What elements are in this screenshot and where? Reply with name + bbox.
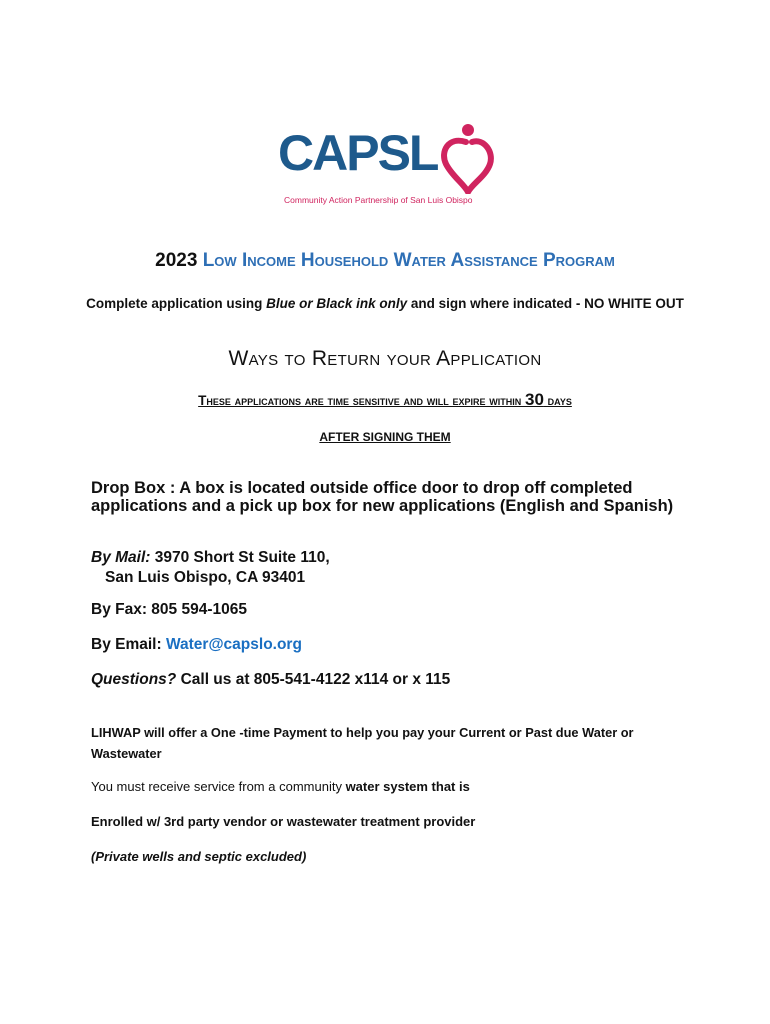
time-sensitive-notice bbox=[0, 390, 770, 410]
email-info bbox=[91, 636, 302, 654]
after-signing-text: AFTER SIGNING THEM bbox=[319, 430, 451, 444]
email-separator: : bbox=[156, 636, 166, 653]
fax-info: By Fax: 805 594-1065 bbox=[91, 601, 247, 618]
sensitive-text1: These applications are time sensitive and will expire within bbox=[198, 393, 525, 408]
mail-label: By Mail: bbox=[91, 549, 151, 566]
email-label: By Email bbox=[91, 636, 157, 653]
email-link[interactable]: Water@capslo.org bbox=[165, 636, 302, 653]
questions-info bbox=[91, 671, 450, 689]
private-wells-note: (Private wells and septic excluded) bbox=[91, 849, 307, 864]
logo-subtitle: Community Action Partnership of San Luis Obispo bbox=[284, 195, 473, 205]
mail-info bbox=[91, 548, 330, 588]
lihwap-payment-info: LIHWAP will offer a One -time Payment to help you pay your Current or Past due Water or Wastewater bbox=[91, 725, 634, 761]
title-program: Low Income Household Water Assistance Program bbox=[202, 250, 615, 271]
instr-part1: Complete application using bbox=[86, 296, 267, 311]
enrolled-requirement: Enrolled w/ 3rd party vendor or wastewater treatment provider bbox=[91, 814, 476, 829]
questions-text: Call us at 805-541-4122 x114 or x 115 bbox=[176, 671, 451, 688]
sensitive-text2: days bbox=[543, 393, 572, 408]
mail-line2: San Luis Obispo, CA 93401 bbox=[105, 569, 306, 586]
service-requirement bbox=[91, 779, 470, 794]
title-year: 2023 bbox=[155, 250, 198, 271]
page-title bbox=[0, 250, 770, 272]
service-bold: water system that is bbox=[345, 779, 470, 794]
heart-hands-icon bbox=[438, 122, 494, 194]
ways-heading: Ways to Return your Application bbox=[228, 347, 542, 370]
mail-line1: 3970 Short St Suite 110, bbox=[150, 549, 330, 566]
questions-label: Questions? bbox=[91, 671, 177, 688]
capslo-logo bbox=[278, 122, 493, 212]
logo-wordmark: CAPSL bbox=[278, 125, 438, 181]
sensitive-days: 30 bbox=[525, 390, 544, 409]
ink-instructions bbox=[80, 293, 690, 314]
drop-box-info: Drop Box : A box is located outside office door to drop off completed applications and a pick up box for new applications (English and Spanish) bbox=[91, 479, 674, 515]
instr-emphasis: Blue or Black ink only bbox=[266, 296, 408, 311]
instr-part2: and sign where indicated - NO WHITE OUT bbox=[407, 296, 684, 311]
service-normal: You must receive service from a community bbox=[91, 779, 346, 794]
